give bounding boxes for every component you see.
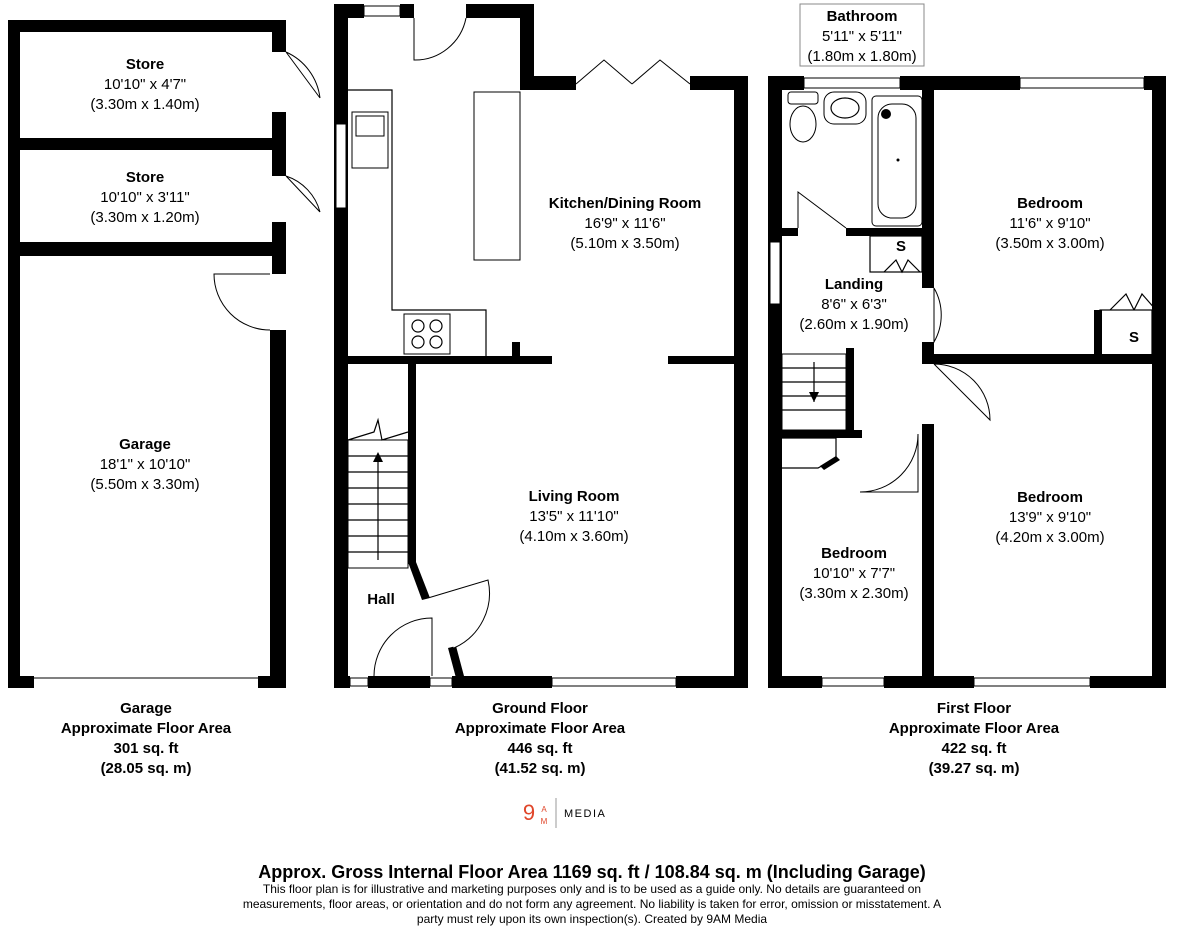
back-door-swing <box>414 18 466 60</box>
brand-name: MEDIA <box>564 808 607 820</box>
first-south-wall-c <box>1090 676 1166 688</box>
living-imperial: 13'5" x 11'10" <box>529 508 619 525</box>
ground-stairs <box>348 420 408 568</box>
garage-floor-sqft: 301 sq. ft <box>113 740 179 757</box>
bathroom-name: Bathroom <box>826 8 898 25</box>
hall-partition-foot <box>448 646 464 678</box>
first-east-wall <box>1152 76 1166 688</box>
sink-bowl <box>356 116 384 136</box>
landing-cupboard-doors <box>884 260 920 272</box>
living-name: Living Room <box>528 488 620 505</box>
ground-south-wall-a <box>334 676 350 688</box>
first-stairs <box>782 354 846 430</box>
ground-south-wall-c <box>452 676 552 688</box>
first-north-wall-a <box>768 76 804 90</box>
living-metric: (4.10m x 3.60m) <box>519 528 629 545</box>
bath-drain <box>897 159 900 162</box>
garage-metric: (5.50m x 3.30m) <box>90 476 200 493</box>
bedroom2-metric: (4.20m x 3.00m) <box>995 529 1105 546</box>
garage-name: Garage <box>119 436 171 453</box>
bathroom-sink <box>824 92 866 124</box>
hall-partition-angle <box>408 562 430 600</box>
living-room-window <box>552 678 676 686</box>
store2-imperial: 10'10" x 3'11" <box>100 189 190 206</box>
toilet-cistern <box>788 92 818 104</box>
garage-south-wall-right <box>258 676 286 688</box>
store2-metric: (3.30m x 1.20m) <box>90 209 200 226</box>
store2-name: Store <box>125 169 165 186</box>
bedroom1-window <box>1020 78 1144 88</box>
first-south-wall-a <box>768 676 822 688</box>
bathroom-door <box>798 192 846 228</box>
footer <box>0 862 1184 927</box>
garage-east-wall <box>270 330 286 688</box>
bedroom1-cupboard <box>1100 310 1152 356</box>
ground-floor-sqft: 446 sq. ft <box>507 740 573 757</box>
divider-stub <box>512 342 520 358</box>
divider-wall-east <box>668 356 748 364</box>
bathroom-imperial: 5'11" x 5'11" <box>821 28 903 45</box>
landing-cupboard-label: S <box>895 238 907 255</box>
store1-imperial: 10'10" x 4'7" <box>103 76 187 93</box>
bedroom3-imperial: 10'10" x 7'7" <box>812 565 896 582</box>
front-door-light <box>430 678 452 686</box>
hall-partition-wall <box>408 364 416 564</box>
garage-block <box>8 20 320 688</box>
hall-name: Hall <box>367 591 395 608</box>
bedroom2-imperial: 13'9" x 9'10" <box>1008 509 1092 526</box>
garage-imperial: 18'1" x 10'10" <box>99 456 191 473</box>
first-floor-sqft: 422 sq. ft <box>941 740 1007 757</box>
bathroom-south-wall <box>846 228 934 236</box>
bedroom1-imperial: 11'6" x 9'10" <box>1009 215 1091 232</box>
brand-mark-a: A <box>541 805 547 814</box>
first-north-wall-b <box>900 76 1020 90</box>
bedroom2-window <box>974 678 1090 686</box>
bedroom1-door-swing <box>934 288 941 342</box>
ground-floor-sqm: (41.52 sq. m) <box>494 760 586 777</box>
kitchen-name: Kitchen/Dining Room <box>548 195 702 212</box>
stairwell-east-wall <box>846 348 854 430</box>
bedroom1-metric: (3.50m x 3.00m) <box>995 235 1105 252</box>
hall-side-window <box>350 678 368 686</box>
landing-metric: (2.60m x 1.90m) <box>799 316 909 333</box>
garage-west-wall <box>8 20 20 688</box>
ground-floor-block <box>334 4 748 688</box>
garage-floor-sqm: (28.05 sq. m) <box>100 760 192 777</box>
first-floor-sqm: (39.27 sq. m) <box>928 760 1020 777</box>
bedroom2-name: Bedroom <box>1017 489 1083 506</box>
kitchen-north-wall-a <box>520 76 576 90</box>
disclaimer: This floor plan is for illustrative and marketing purposes only and is to be used as a guide only. No details are guaranteed on measurements, floor areas, or orientation and do not form any agreement. No liability is taken for error, omission or misstatement. A party must rely upon its own inspection(s). Created by 9AM Media <box>242 882 942 926</box>
bedroom-divider-stub <box>922 342 934 364</box>
kitchen-west-window <box>336 124 346 208</box>
bedroom1-cupboard-label: S <box>1128 329 1140 346</box>
bedroom1-cupboard-doors <box>1110 294 1156 310</box>
total-floor-area: Approx. Gross Internal Floor Area 1169 sq. ft / 108.84 sq. m (Including Garage) <box>258 862 926 882</box>
living-door-swing <box>428 580 489 648</box>
toilet-bowl <box>790 106 816 142</box>
bedroom2-bedroom3-wall <box>922 424 934 688</box>
first-floor-label: Approximate Floor Area <box>888 720 1060 737</box>
garage-floor-name: Garage <box>120 700 172 717</box>
first-floor-name: First Floor <box>936 700 1012 717</box>
kitchen-metric: (5.10m x 3.50m) <box>570 235 680 252</box>
kitchen-imperial: 16'9" x 11'6" <box>584 215 666 232</box>
bedroom3-door-swing <box>860 434 918 492</box>
store1-door-swing <box>286 52 320 98</box>
bathroom-south-wall-stub <box>782 228 798 236</box>
store1-metric: (3.30m x 1.40m) <box>90 96 200 113</box>
store1-east-wall-upper <box>272 20 286 52</box>
garage-north-wall <box>8 20 286 32</box>
front-door-swing <box>374 618 432 676</box>
ground-north-wall-b <box>400 4 414 18</box>
bathroom-metric: (1.80m x 1.80m) <box>807 48 917 65</box>
garage-door-swing <box>214 274 270 330</box>
bedroom3-north-wall <box>782 430 862 438</box>
bedroom3-name: Bedroom <box>821 545 887 562</box>
floor-area-labels <box>61 700 1060 777</box>
ground-east-wall <box>734 76 748 688</box>
ground-west-wall <box>334 4 348 688</box>
cupboard-wall <box>820 456 840 470</box>
landing-name: Landing <box>824 276 884 293</box>
store-divider-wall <box>8 138 286 150</box>
kitchen-french-doors <box>576 60 690 84</box>
bedroom1-cupboard-wall <box>1094 310 1102 356</box>
landing-window <box>770 242 780 304</box>
garage-store-divider-wall <box>8 242 286 256</box>
brand-mark-nine: 9 <box>522 800 536 825</box>
bathroom-bedroom-wall <box>922 90 934 288</box>
ground-south-wall-d <box>676 676 748 688</box>
garage-floor-label: Approximate Floor Area <box>60 720 232 737</box>
ground-north-window <box>364 6 400 16</box>
ground-south-wall-b <box>368 676 430 688</box>
bedroom2-door-swing <box>934 364 990 420</box>
store2-door-swing <box>286 176 320 212</box>
bedroom1-name: Bedroom <box>1017 195 1083 212</box>
kitchen-island <box>474 92 520 260</box>
ground-north-wall-a <box>334 4 364 18</box>
brand-mark-m: M <box>540 817 548 826</box>
bath-tap <box>881 109 891 119</box>
ground-floor-label: Approximate Floor Area <box>454 720 626 737</box>
bedroom3-metric: (3.30m x 2.30m) <box>799 585 909 602</box>
bathroom-window <box>804 78 900 88</box>
bedroom3-window <box>822 678 884 686</box>
garage-south-wall-left <box>8 676 34 688</box>
ground-floor-name: Ground Floor <box>492 700 588 717</box>
brand-logo <box>523 798 606 828</box>
landing-imperial: 8'6" x 6'3" <box>821 296 887 313</box>
hob <box>404 314 450 354</box>
store1-name: Store <box>125 56 165 73</box>
first-west-wall <box>768 76 782 688</box>
